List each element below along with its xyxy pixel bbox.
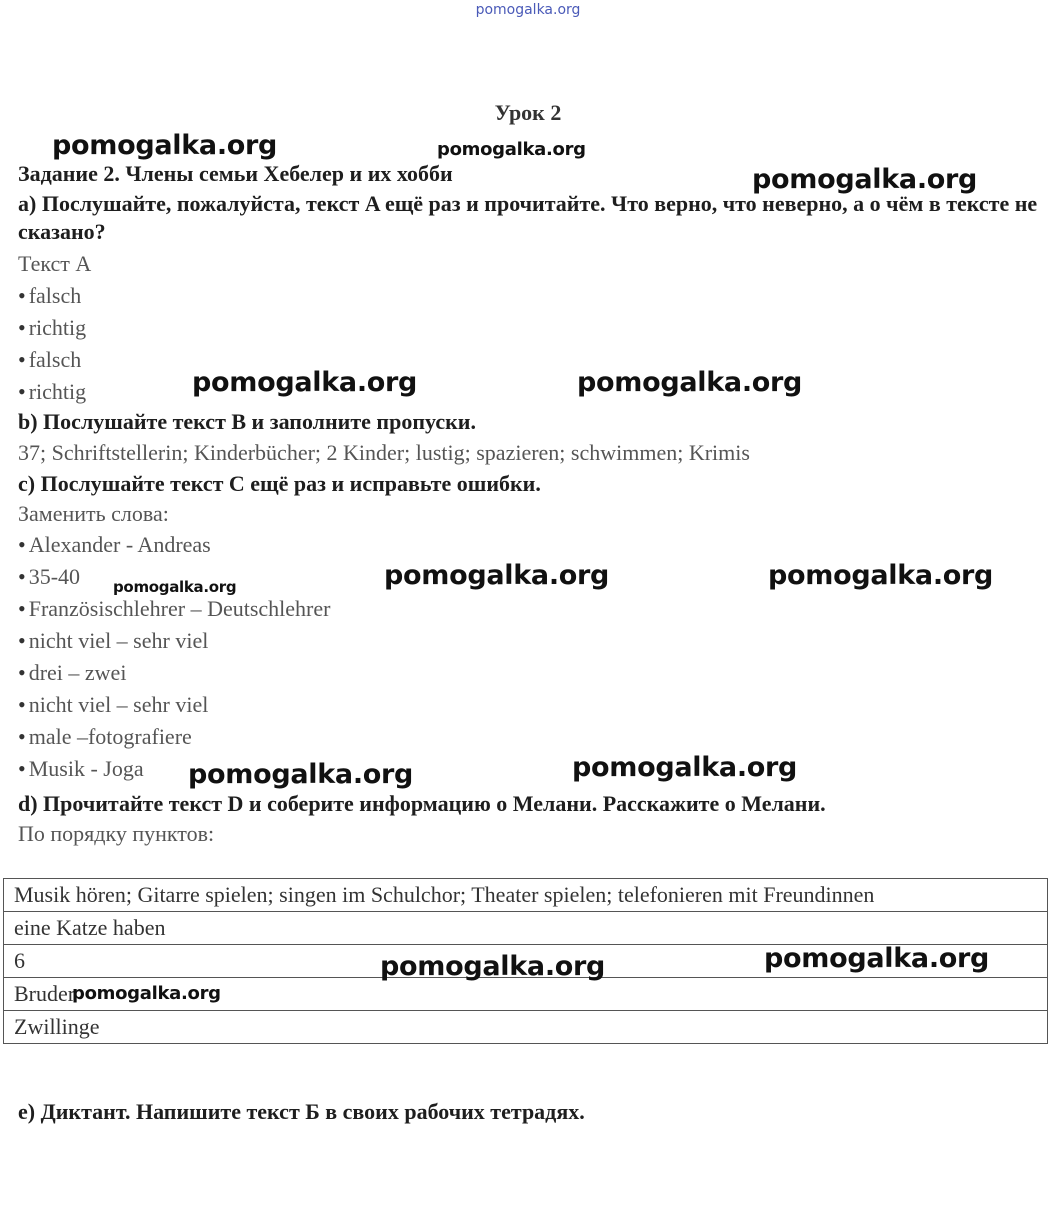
section-d-heading: d) Прочитайте текст D и соберите информацию о Мелани. Расскажите о Мелани. <box>18 791 826 816</box>
section-b-answer: 37; Schriftstellerin; Kinderbücher; 2 Kinder; lustig; spazieren; schwimmen; Krimis <box>18 440 750 465</box>
table-row <box>4 879 1048 912</box>
table-row <box>4 912 1048 945</box>
table-cell: eine Katze haben <box>4 912 1048 945</box>
watermark: pomogalka.org <box>113 578 237 596</box>
table-cell: Bruder <box>4 978 1048 1011</box>
list-item: • 35-40 <box>18 563 80 591</box>
table-cell: 6 <box>4 945 1048 978</box>
list-item: • drei – zwei <box>18 659 126 687</box>
list-item: • richtig <box>18 378 86 406</box>
task-heading: Задание 2. Члены семьи Хебелер и их хобби <box>18 161 453 186</box>
table-cell: Zwillinge <box>4 1011 1048 1044</box>
watermark: pomogalka.org <box>380 951 606 982</box>
section-c-subtitle: Заменить слова: <box>18 501 169 526</box>
list-item: • Musik - Joga <box>18 755 144 783</box>
list-item: • nicht viel – sehr viel <box>18 627 208 655</box>
watermark: pomogalka.org <box>572 752 798 783</box>
watermark: pomogalka.org <box>577 367 803 398</box>
section-d-subtitle: По порядку пунктов: <box>18 821 215 846</box>
watermark: pomogalka.org <box>764 943 990 974</box>
list-item: • falsch <box>18 346 81 374</box>
section-c-heading: c) Послушайте текст C ещё раз и исправьте ошибки. <box>18 471 541 496</box>
section-a-heading: a) Послушайте, пожалуйста, текст A ещё раз и прочитайте. Что верно, что неверно, а о чём в тексте не сказано? <box>18 191 1038 244</box>
lesson-title: Урок 2 <box>494 100 562 125</box>
watermark: pomogalka.org <box>188 759 414 790</box>
list-item: • male –fotografiere <box>18 723 192 751</box>
watermark: pomogalka.org <box>437 139 586 160</box>
watermark: pomogalka.org <box>752 164 978 195</box>
watermark: pomogalka.org <box>768 560 994 591</box>
watermark: pomogalka.org <box>192 367 418 398</box>
list-item: • nicht viel – sehr viel <box>18 691 208 719</box>
table-cell: Musik hören; Gitarre spielen; singen im Schulchor; Theater spielen; telefonieren mit Freundinnen <box>4 879 1048 912</box>
site-watermark-top[interactable]: pomogalka.org <box>475 2 581 18</box>
list-item: • Alexander - Andreas <box>18 531 211 559</box>
watermark: pomogalka.org <box>72 983 221 1004</box>
section-b-heading: b) Послушайте текст B и заполните пропуски. <box>18 409 476 434</box>
table-row <box>4 1011 1048 1044</box>
list-item: • falsch <box>18 282 81 310</box>
watermark: pomogalka.org <box>384 560 610 591</box>
watermark: pomogalka.org <box>52 130 278 161</box>
section-e-heading: e) Диктант. Напишите текст Б в своих рабочих тетрадях. <box>18 1099 585 1124</box>
list-item: • richtig <box>18 314 86 342</box>
section-a-subtitle: Текст A <box>18 251 92 276</box>
list-item: • Französischlehrer – Deutschlehrer <box>18 595 330 623</box>
